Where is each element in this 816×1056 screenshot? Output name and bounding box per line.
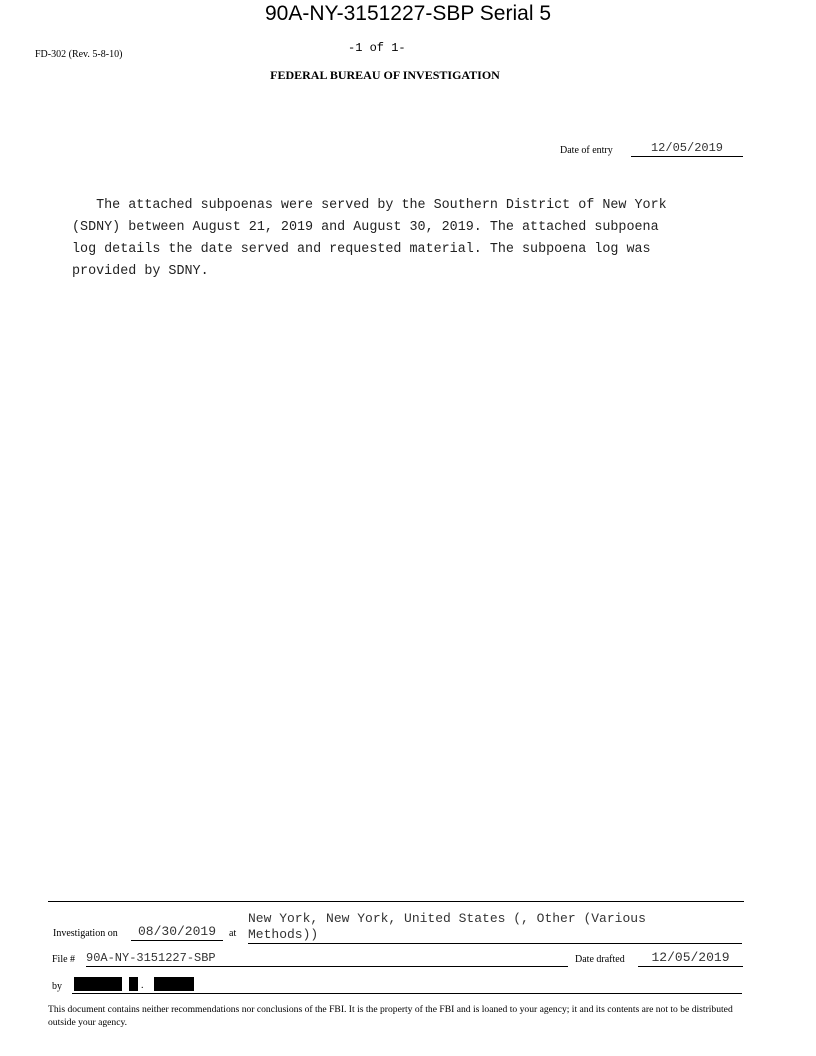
redaction-block xyxy=(154,977,194,991)
document-serial: 90A-NY-3151227-SBP Serial 5 xyxy=(264,2,552,25)
investigation-location: New York, New York, United States (, Other (Various Methods)) xyxy=(248,911,742,944)
by-line xyxy=(72,993,742,994)
by-label: by xyxy=(52,981,62,992)
agency-title: FEDERAL BUREAU OF INVESTIGATION xyxy=(270,68,500,82)
form-id: FD-302 (Rev. 5-8-10) xyxy=(35,49,123,60)
investigation-date: 08/30/2019 xyxy=(131,924,223,941)
redaction-block xyxy=(129,977,138,991)
author-separator: . xyxy=(141,980,144,991)
file-number-value: 90A-NY-3151227-SBP xyxy=(86,950,568,967)
narrative-text: The attached subpoenas were served by the Southern District of New York (SDNY) between August 21, 2019 and August 30, 2019. The attached subpoena log details the date served and requested material. The subpoena log was provided by SDNY. xyxy=(72,198,667,279)
file-number-label: File # xyxy=(52,954,76,965)
investigation-on-label: Investigation on xyxy=(53,928,118,939)
footer-divider xyxy=(48,901,744,902)
date-drafted-label: Date drafted xyxy=(575,954,625,965)
page-number: -1 of 1- xyxy=(348,41,406,55)
disclaimer-text: This document contains neither recommendations nor conclusions of the FBI. It is the property of the FBI and is loaned to your agency; it and its contents are not to be distributed outside your agency. xyxy=(48,1004,733,1028)
redaction-block xyxy=(74,977,122,991)
date-drafted-value: 12/05/2019 xyxy=(638,950,743,967)
at-label: at xyxy=(229,928,237,939)
date-of-entry-value: 12/05/2019 xyxy=(631,141,743,157)
date-of-entry-label: Date of entry xyxy=(560,145,613,156)
